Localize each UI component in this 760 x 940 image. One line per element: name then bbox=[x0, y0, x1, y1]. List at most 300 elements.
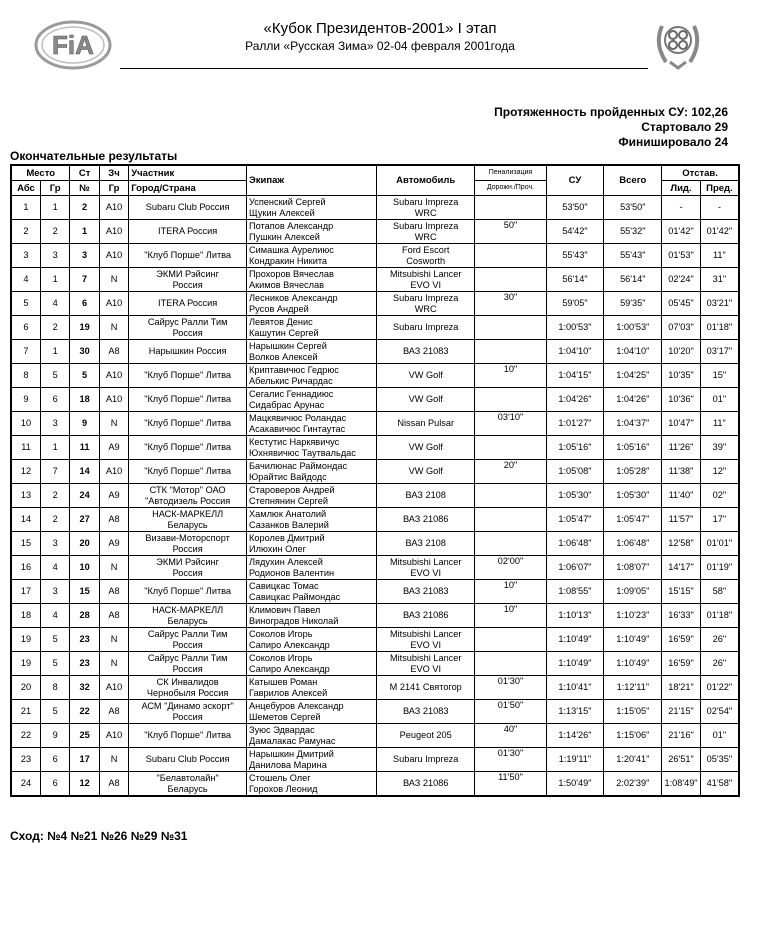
cell-penalty: 01'50" bbox=[475, 700, 546, 724]
cell-gr: 6 bbox=[40, 748, 69, 772]
cell-participant: Визави-Моторспорт Россия bbox=[129, 532, 247, 556]
cell-start-number: 5 bbox=[70, 364, 99, 388]
cell-gr: 5 bbox=[40, 652, 69, 676]
cell-su-time: 1:10'41" bbox=[546, 676, 604, 700]
table-row bbox=[11, 604, 739, 628]
header-abs: Абс bbox=[11, 181, 40, 196]
cell-class: A8 bbox=[99, 340, 128, 364]
cell-class: A10 bbox=[99, 724, 128, 748]
cell-gap-prev: 01'42" bbox=[700, 220, 739, 244]
cell-gap-leader: - bbox=[662, 196, 701, 220]
cell-gap-prev: 03'17" bbox=[700, 340, 739, 364]
table-row bbox=[11, 364, 739, 388]
cell-class: A10 bbox=[99, 460, 128, 484]
cell-class: N bbox=[99, 268, 128, 292]
cell-gap-prev: - bbox=[700, 196, 739, 220]
header-su: СУ bbox=[546, 165, 604, 196]
cell-gap-leader: 11'57" bbox=[662, 508, 701, 532]
cell-crew: Соколов Игорь Сапиро Александр bbox=[247, 628, 377, 652]
cell-start-number: 6 bbox=[70, 292, 99, 316]
cell-crew: Королев Дмитрий Илюхин Олег bbox=[247, 532, 377, 556]
cell-gr: 6 bbox=[40, 388, 69, 412]
cell-car: ВАЗ 21083 bbox=[376, 700, 474, 724]
table-row bbox=[11, 436, 739, 460]
cell-class: A10 bbox=[99, 196, 128, 220]
results-table bbox=[10, 164, 740, 797]
cell-gap-prev: 31" bbox=[700, 268, 739, 292]
cell-gap-leader: 12'58" bbox=[662, 532, 701, 556]
header-leader: Лид. bbox=[662, 181, 701, 196]
cell-participant: Subaru Club Россия bbox=[129, 196, 247, 220]
cell-class: A10 bbox=[99, 220, 128, 244]
cell-car: VW Golf bbox=[376, 460, 474, 484]
cell-gap-prev: 05'35" bbox=[700, 748, 739, 772]
cell-participant: "Клуб Порше" Литва bbox=[129, 460, 247, 484]
cell-participant: "Клуб Порше" Литва bbox=[129, 580, 247, 604]
cell-class: A10 bbox=[99, 388, 128, 412]
cell-class: A10 bbox=[99, 364, 128, 388]
cell-car: Mitsubishi Lancer EVO VI bbox=[376, 628, 474, 652]
table-row bbox=[11, 268, 739, 292]
cell-su-time: 1:05'08" bbox=[546, 460, 604, 484]
cell-su-time: 1:08'55" bbox=[546, 580, 604, 604]
table-row bbox=[11, 388, 739, 412]
cell-su-time: 1:05'47" bbox=[546, 508, 604, 532]
summary-block bbox=[494, 105, 728, 150]
cell-abs: 19 bbox=[11, 652, 40, 676]
table-row bbox=[11, 772, 739, 797]
cell-participant: "Клуб Порше" Литва bbox=[129, 364, 247, 388]
cell-total-time: 1:06'48" bbox=[604, 532, 662, 556]
cell-crew: Лесников Александр Русов Андрей bbox=[247, 292, 377, 316]
cell-gap-prev: 01'22" bbox=[700, 676, 739, 700]
header-num: № bbox=[70, 181, 99, 196]
cell-penalty bbox=[475, 340, 546, 364]
table-row bbox=[11, 244, 739, 268]
header-zach: Зч bbox=[99, 165, 128, 181]
cell-gr: 3 bbox=[40, 580, 69, 604]
table-row bbox=[11, 556, 739, 580]
cell-start-number: 14 bbox=[70, 460, 99, 484]
table-row bbox=[11, 340, 739, 364]
cell-start-number: 30 bbox=[70, 340, 99, 364]
cell-start-number: 18 bbox=[70, 388, 99, 412]
cell-gap-prev: 02" bbox=[700, 484, 739, 508]
cell-abs: 24 bbox=[11, 772, 40, 797]
distance-text: Протяженность пройденных СУ: 102,26 bbox=[494, 105, 728, 119]
cell-class: N bbox=[99, 556, 128, 580]
cell-start-number: 2 bbox=[70, 196, 99, 220]
cell-class: A8 bbox=[99, 772, 128, 797]
cell-car: Ford Escort Cosworth bbox=[376, 244, 474, 268]
cell-participant: ЭКМИ Рэйсинг Россия bbox=[129, 556, 247, 580]
cell-su-time: 1:19'11" bbox=[546, 748, 604, 772]
cell-start-number: 17 bbox=[70, 748, 99, 772]
cell-crew: Криптавичюс Гедрюс Абелькис Ричардас bbox=[247, 364, 377, 388]
cell-total-time: 1:05'47" bbox=[604, 508, 662, 532]
document-subtitle: Ралли «Русская Зима» 02-04 февраля 2001года bbox=[245, 39, 515, 53]
cell-start-number: 15 bbox=[70, 580, 99, 604]
cell-crew: Соколов Игорь Сапиро Александр bbox=[247, 652, 377, 676]
cell-gap-leader: 14'17" bbox=[662, 556, 701, 580]
cell-gap-leader: 11'38" bbox=[662, 460, 701, 484]
header-penalty-1: Пенализация bbox=[475, 165, 546, 181]
header-prev: Пред. bbox=[700, 181, 739, 196]
cell-total-time: 1:04'25" bbox=[604, 364, 662, 388]
table-row bbox=[11, 652, 739, 676]
cell-crew: Хамлюк Анатолий Сазанков Валерий bbox=[247, 508, 377, 532]
cell-class: A8 bbox=[99, 508, 128, 532]
cell-gap-prev: 03'21" bbox=[700, 292, 739, 316]
cell-participant: ITERA Россия bbox=[129, 220, 247, 244]
cell-crew: Прохоров Вячеслав Акимов Вячеслав bbox=[247, 268, 377, 292]
cell-su-time: 54'42" bbox=[546, 220, 604, 244]
cell-car: Nissan Pulsar bbox=[376, 412, 474, 436]
cell-gap-leader: 01'53" bbox=[662, 244, 701, 268]
cell-abs: 20 bbox=[11, 676, 40, 700]
cell-penalty: 10" bbox=[475, 604, 546, 628]
cell-crew: Мацкявичюс Роландас Асакавичюс Гинтаутас bbox=[247, 412, 377, 436]
cell-participant: СК Инвалидов Чернобыля Россия bbox=[129, 676, 247, 700]
cell-penalty: 10" bbox=[475, 580, 546, 604]
cell-car: Mitsubishi Lancer EVO VI bbox=[376, 268, 474, 292]
cell-su-time: 1:04'10" bbox=[546, 340, 604, 364]
cell-car: Subaru Impreza WRC bbox=[376, 292, 474, 316]
cell-gr: 1 bbox=[40, 268, 69, 292]
cell-abs: 16 bbox=[11, 556, 40, 580]
cell-gap-prev: 01'18" bbox=[700, 604, 739, 628]
table-row bbox=[11, 196, 739, 220]
cell-abs: 5 bbox=[11, 292, 40, 316]
table-row bbox=[11, 628, 739, 652]
cell-total-time: 1:05'16" bbox=[604, 436, 662, 460]
cell-gap-prev: 17" bbox=[700, 508, 739, 532]
cell-class: N bbox=[99, 412, 128, 436]
cell-start-number: 11 bbox=[70, 436, 99, 460]
cell-start-number: 25 bbox=[70, 724, 99, 748]
cell-gap-leader: 01'42" bbox=[662, 220, 701, 244]
cell-gap-leader: 02'24" bbox=[662, 268, 701, 292]
cell-penalty: 50" bbox=[475, 220, 546, 244]
cell-participant: ЭКМИ Рэйсинг Россия bbox=[129, 268, 247, 292]
cell-crew: Левятов Денис Кашутин Сергей bbox=[247, 316, 377, 340]
cell-abs: 15 bbox=[11, 532, 40, 556]
cell-gap-leader: 10'20" bbox=[662, 340, 701, 364]
cell-su-time: 1:04'15" bbox=[546, 364, 604, 388]
cell-abs: 8 bbox=[11, 364, 40, 388]
cell-abs: 22 bbox=[11, 724, 40, 748]
cell-penalty bbox=[475, 196, 546, 220]
cell-total-time: 53'50" bbox=[604, 196, 662, 220]
table-row bbox=[11, 316, 739, 340]
cell-gr: 2 bbox=[40, 508, 69, 532]
cell-total-time: 2:02'39" bbox=[604, 772, 662, 797]
finished-text: Финишировало 24 bbox=[618, 135, 728, 149]
cell-gr: 8 bbox=[40, 676, 69, 700]
cell-su-time: 1:50'49" bbox=[546, 772, 604, 797]
cell-gap-prev: 26" bbox=[700, 652, 739, 676]
cell-gr: 4 bbox=[40, 556, 69, 580]
cell-total-time: 1:10'23" bbox=[604, 604, 662, 628]
table-row bbox=[11, 724, 739, 748]
cell-abs: 12 bbox=[11, 460, 40, 484]
cell-start-number: 10 bbox=[70, 556, 99, 580]
cell-crew: Успенский Сергей Щукин Алексей bbox=[247, 196, 377, 220]
cell-start-number: 12 bbox=[70, 772, 99, 797]
cell-crew: Савицкас Томас Савицкас Раймондас bbox=[247, 580, 377, 604]
cell-total-time: 1:08'07" bbox=[604, 556, 662, 580]
cell-penalty: 10" bbox=[475, 364, 546, 388]
cell-car: ВАЗ 21086 bbox=[376, 604, 474, 628]
table-row bbox=[11, 220, 739, 244]
cell-su-time: 1:06'07" bbox=[546, 556, 604, 580]
cell-su-time: 1:05'30" bbox=[546, 484, 604, 508]
cell-gap-prev: 01'19" bbox=[700, 556, 739, 580]
cell-total-time: 55'43" bbox=[604, 244, 662, 268]
cell-gr: 5 bbox=[40, 364, 69, 388]
cell-su-time: 1:00'53" bbox=[546, 316, 604, 340]
cell-penalty: 40" bbox=[475, 724, 546, 748]
header-zach-gr: Гр bbox=[99, 181, 128, 196]
cell-penalty: 01'30" bbox=[475, 748, 546, 772]
cell-gr: 7 bbox=[40, 460, 69, 484]
cell-gap-prev: 41'58" bbox=[700, 772, 739, 797]
cell-total-time: 55'32" bbox=[604, 220, 662, 244]
cell-gap-leader: 07'03" bbox=[662, 316, 701, 340]
header-total: Всего bbox=[604, 165, 662, 196]
cell-penalty bbox=[475, 268, 546, 292]
cell-abs: 7 bbox=[11, 340, 40, 364]
cell-class: A8 bbox=[99, 604, 128, 628]
table-row bbox=[11, 460, 739, 484]
table-row bbox=[11, 412, 739, 436]
started-text: Стартовало 29 bbox=[641, 120, 728, 134]
cell-crew: Сегалис Геннадиюс Сидабрас Арунас bbox=[247, 388, 377, 412]
cell-participant: СТК "Мотор" ОАО "Автодизель Россия bbox=[129, 484, 247, 508]
cell-total-time: 1:12'11" bbox=[604, 676, 662, 700]
table-row bbox=[11, 484, 739, 508]
cell-su-time: 56'14" bbox=[546, 268, 604, 292]
cell-start-number: 27 bbox=[70, 508, 99, 532]
cell-su-time: 1:06'48" bbox=[546, 532, 604, 556]
cell-su-time: 1:14'26" bbox=[546, 724, 604, 748]
cell-gap-leader: 21'16" bbox=[662, 724, 701, 748]
cell-abs: 4 bbox=[11, 268, 40, 292]
cell-start-number: 32 bbox=[70, 676, 99, 700]
cell-start-number: 9 bbox=[70, 412, 99, 436]
cell-participant: НАСК-МАРКЕЛЛ Беларусь bbox=[129, 604, 247, 628]
cell-start-number: 3 bbox=[70, 244, 99, 268]
cell-total-time: 1:05'30" bbox=[604, 484, 662, 508]
header-participant: Участник bbox=[129, 165, 247, 181]
cell-car: Subaru Impreza bbox=[376, 748, 474, 772]
cell-participant: ITERA Россия bbox=[129, 292, 247, 316]
cell-class: A10 bbox=[99, 676, 128, 700]
cell-gap-leader: 05'45" bbox=[662, 292, 701, 316]
cell-su-time: 1:10'49" bbox=[546, 652, 604, 676]
cell-participant: Сайрус Ралли Тим Россия bbox=[129, 316, 247, 340]
cell-class: N bbox=[99, 652, 128, 676]
cell-class: A8 bbox=[99, 580, 128, 604]
withdrawn-list: Сход: №4 №21 №26 №29 №31 bbox=[10, 829, 188, 843]
cell-penalty: 11'50" bbox=[475, 772, 546, 797]
cell-participant: "Клуб Порше" Литва bbox=[129, 724, 247, 748]
cell-gap-prev: 01'01" bbox=[700, 532, 739, 556]
cell-gap-leader: 10'36" bbox=[662, 388, 701, 412]
cell-class: A10 bbox=[99, 244, 128, 268]
cell-participant: "Клуб Порше" Литва bbox=[129, 412, 247, 436]
cell-class: N bbox=[99, 316, 128, 340]
cell-total-time: 1:09'05" bbox=[604, 580, 662, 604]
cell-penalty: 01'30" bbox=[475, 676, 546, 700]
cell-total-time: 1:00'53" bbox=[604, 316, 662, 340]
cell-abs: 1 bbox=[11, 196, 40, 220]
cell-gap-leader: 16'59" bbox=[662, 628, 701, 652]
cell-class: A8 bbox=[99, 700, 128, 724]
cell-crew: Нарышкин Дмитрий Данилова Марина bbox=[247, 748, 377, 772]
cell-abs: 18 bbox=[11, 604, 40, 628]
cell-gr: 2 bbox=[40, 220, 69, 244]
cell-gap-prev: 01" bbox=[700, 724, 739, 748]
header-car: Автомобиль bbox=[376, 165, 474, 196]
cell-total-time: 1:15'06" bbox=[604, 724, 662, 748]
cell-su-time: 1:01'27" bbox=[546, 412, 604, 436]
cell-car: ВАЗ 21083 bbox=[376, 580, 474, 604]
cell-abs: 3 bbox=[11, 244, 40, 268]
cell-gr: 2 bbox=[40, 316, 69, 340]
table-row bbox=[11, 580, 739, 604]
cell-abs: 6 bbox=[11, 316, 40, 340]
cell-su-time: 1:05'16" bbox=[546, 436, 604, 460]
cell-gap-leader: 11'40" bbox=[662, 484, 701, 508]
cell-total-time: 1:10'49" bbox=[604, 652, 662, 676]
cell-total-time: 59'35" bbox=[604, 292, 662, 316]
cell-abs: 14 bbox=[11, 508, 40, 532]
cell-car: М 2141 Святогор bbox=[376, 676, 474, 700]
header-gap: Отстав. bbox=[662, 165, 739, 181]
cell-gr: 3 bbox=[40, 532, 69, 556]
cell-start-number: 1 bbox=[70, 220, 99, 244]
cell-gap-prev: 15" bbox=[700, 364, 739, 388]
table-row bbox=[11, 748, 739, 772]
cell-su-time: 1:13'15" bbox=[546, 700, 604, 724]
header-place: Место bbox=[11, 165, 70, 181]
cell-penalty bbox=[475, 388, 546, 412]
cell-penalty bbox=[475, 244, 546, 268]
cell-gap-prev: 02'54" bbox=[700, 700, 739, 724]
cell-car: Subaru Impreza WRC bbox=[376, 196, 474, 220]
cell-car: Subaru Impreza WRC bbox=[376, 220, 474, 244]
cell-gap-prev: 12" bbox=[700, 460, 739, 484]
table-row bbox=[11, 532, 739, 556]
cell-participant: "Клуб Порше" Литва bbox=[129, 244, 247, 268]
cell-gr: 5 bbox=[40, 700, 69, 724]
cell-su-time: 1:10'13" bbox=[546, 604, 604, 628]
cell-total-time: 1:04'10" bbox=[604, 340, 662, 364]
cell-gap-leader: 11'26" bbox=[662, 436, 701, 460]
cell-penalty: 20" bbox=[475, 460, 546, 484]
cell-class: A9 bbox=[99, 436, 128, 460]
cell-crew: Потапов Александр Пушкин Алексей bbox=[247, 220, 377, 244]
cell-abs: 13 bbox=[11, 484, 40, 508]
cell-penalty bbox=[475, 484, 546, 508]
cell-car: Subaru Impreza bbox=[376, 316, 474, 340]
cell-penalty: 02'00" bbox=[475, 556, 546, 580]
cell-gap-prev: 58" bbox=[700, 580, 739, 604]
cell-gr: 6 bbox=[40, 772, 69, 797]
cell-total-time: 1:04'37" bbox=[604, 412, 662, 436]
cell-gap-leader: 18'21" bbox=[662, 676, 701, 700]
cell-total-time: 1:05'28" bbox=[604, 460, 662, 484]
cell-gap-leader: 10'47" bbox=[662, 412, 701, 436]
cell-class: A10 bbox=[99, 292, 128, 316]
header-city-country: Город/Страна bbox=[129, 181, 247, 196]
cell-abs: 9 bbox=[11, 388, 40, 412]
cell-total-time: 56'14" bbox=[604, 268, 662, 292]
cell-penalty bbox=[475, 652, 546, 676]
cell-class: A9 bbox=[99, 484, 128, 508]
cell-participant: НАСК-МАРКЕЛЛ Беларусь bbox=[129, 508, 247, 532]
cell-gr: 4 bbox=[40, 292, 69, 316]
cell-su-time: 55'43" bbox=[546, 244, 604, 268]
cell-penalty bbox=[475, 628, 546, 652]
cell-gap-prev: 26" bbox=[700, 628, 739, 652]
cell-abs: 2 bbox=[11, 220, 40, 244]
cell-crew: Климович Павел Виноградов Николай bbox=[247, 604, 377, 628]
cell-crew: Староверов Андрей Степнянин Сергей bbox=[247, 484, 377, 508]
cell-participant: "Клуб Порше" Литва bbox=[129, 388, 247, 412]
table-row bbox=[11, 292, 739, 316]
cell-gap-prev: 11" bbox=[700, 244, 739, 268]
cell-total-time: 1:04'26" bbox=[604, 388, 662, 412]
cell-start-number: 7 bbox=[70, 268, 99, 292]
fia-logo-text: FiA bbox=[52, 30, 94, 60]
document-title: «Кубок Президентов-2001» I этап bbox=[263, 20, 497, 37]
cell-su-time: 53'50" bbox=[546, 196, 604, 220]
cell-car: Mitsubishi Lancer EVO VI bbox=[376, 652, 474, 676]
cell-su-time: 1:10'49" bbox=[546, 628, 604, 652]
cell-penalty: 03'10" bbox=[475, 412, 546, 436]
cell-gap-leader: 15'15" bbox=[662, 580, 701, 604]
cell-penalty bbox=[475, 508, 546, 532]
cell-start-number: 28 bbox=[70, 604, 99, 628]
cell-gap-leader: 26'51" bbox=[662, 748, 701, 772]
cell-gap-prev: 11" bbox=[700, 412, 739, 436]
cell-crew: Бачилюнас Раймондас Юрайтис Вайдодс bbox=[247, 460, 377, 484]
header-penalty-2: Дорожн./Проч. bbox=[475, 181, 546, 196]
header-st: Ст bbox=[70, 165, 99, 181]
cell-participant: "Белавтолайн" Беларусь bbox=[129, 772, 247, 797]
header-crew: Экипаж bbox=[247, 165, 377, 196]
cell-abs: 11 bbox=[11, 436, 40, 460]
cell-gap-prev: 39" bbox=[700, 436, 739, 460]
cell-start-number: 19 bbox=[70, 316, 99, 340]
header-divider bbox=[120, 68, 648, 69]
cell-car: ВАЗ 21086 bbox=[376, 508, 474, 532]
cell-start-number: 23 bbox=[70, 652, 99, 676]
cell-car: ВАЗ 2108 bbox=[376, 532, 474, 556]
cell-class: N bbox=[99, 748, 128, 772]
cell-start-number: 22 bbox=[70, 700, 99, 724]
cell-su-time: 1:04'26" bbox=[546, 388, 604, 412]
cell-car: VW Golf bbox=[376, 364, 474, 388]
cell-gap-leader: 1:08'49" bbox=[662, 772, 701, 797]
cell-gap-leader: 10'35" bbox=[662, 364, 701, 388]
cell-crew: Катышев Роман Гаврилов Алексей bbox=[247, 676, 377, 700]
cell-participant: АСМ "Динамо эскорт" Россия bbox=[129, 700, 247, 724]
cell-abs: 23 bbox=[11, 748, 40, 772]
cell-abs: 21 bbox=[11, 700, 40, 724]
